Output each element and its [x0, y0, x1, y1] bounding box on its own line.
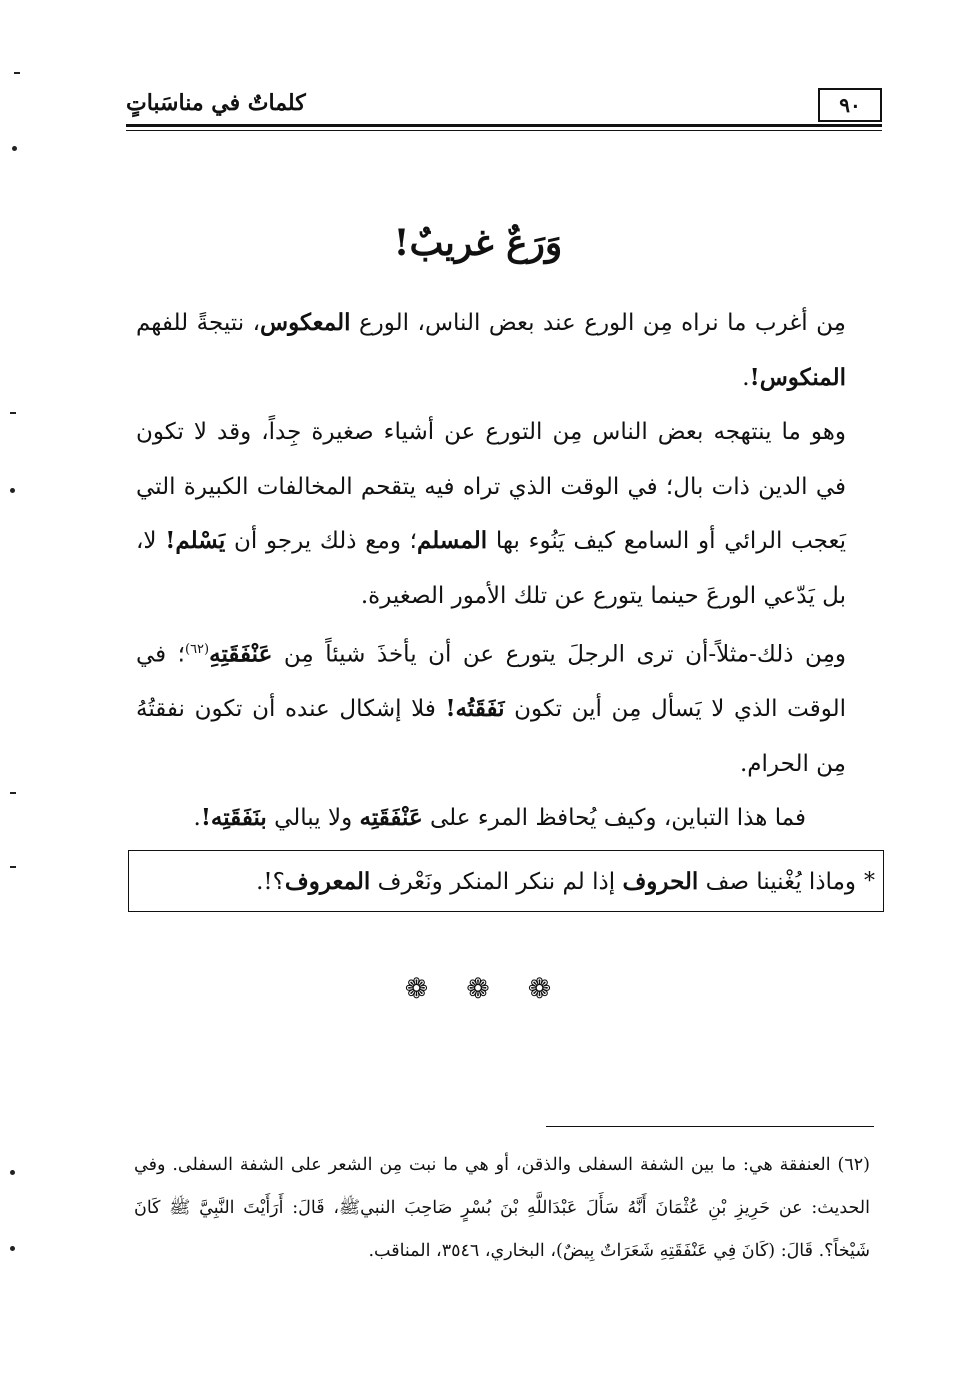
emphasis-text: الحروف [622, 867, 699, 895]
footnote: (٦٢) العنفقة هي: ما بين الشفة السفلى والذقن، أو هي ما نبت مِن الشعر على الشفة السفلى. وفي الحديث: عن حَرِيزِ بْنِ عُثْمَانَ أَنَّهُ سَأَلَ عَبْدَاللَّهِ بْنَ بُسْرٍ صَاحِبَ النبيﷺ، قَالَ: أَرَأَيْتَ النَّبِيَّ ﷺ كَانَ شَيْخاً؟. قَالَ: (كَانَ فِي عَنْفَقَتِهِ شَعَرَاتٌ بِيضٌ)، البخاري، ٣٥٤٦، المناقب. [134, 1155, 870, 1261]
text-run: ؛ ومع ذلك يرجو أن [225, 528, 417, 554]
emphasis-text: بنَفَقَتِه! [200, 804, 267, 832]
text-run: فما هذا التباين، وكيف يُحافظ المرء على [422, 805, 806, 832]
text-run: ولا يبالي [266, 805, 360, 832]
margin-mark [14, 72, 20, 74]
text-run: وماذا يُغْنينا صف [698, 868, 856, 895]
text-run: إذا لم ننكر المنكر ونَعْرف [370, 868, 623, 895]
emphasis-text: المسلم [417, 527, 488, 554]
emphasis-text: يَسْلم! [165, 527, 226, 554]
emphasis-text: نَفَقَتُه! [445, 695, 505, 723]
emphasis-text: المنكوس! [749, 363, 846, 391]
boxed-note [128, 850, 884, 912]
text-run: لا، بل يَدّعي الورعَ حينما يتورع عن تلك الأمور الصغيرة. [136, 528, 846, 609]
emphasis-text: المعكوس [260, 309, 351, 336]
margin-dot [10, 488, 15, 493]
header-rule [126, 124, 882, 127]
article-title: وَرَعٌ غريبٌ! [393, 222, 563, 264]
margin-dot [10, 1170, 15, 1175]
text-run: ؛ في الوقت الذي لا يَسأل مِن أين تكون [136, 641, 846, 723]
text-run: وهو ما ينتهجه بعض الناس مِن التورع عن أشياء صغيرة جِداً، وقد لا تكون في الدين ذات بال؛ في الوقت الذي تراه فيه يتقحم المخالفات الكبيرة التي يَعجب الرائي أو السامع كيف يَنُوء بها [136, 419, 847, 554]
flower-ornament-icon: ❁ [466, 972, 490, 1005]
margin-mark [10, 866, 16, 868]
emphasis-text: عَنْفَقَتِه [359, 804, 423, 832]
text-run: ، نتيجةً للفهم [136, 310, 261, 336]
text-run: ومِن ذلك-مثلاً-أن ترى الرجلَ يتورع عن أن يأخذَ شيئاً مِن [272, 641, 846, 668]
emphasis-text: عَنْفَقَتِهِ [209, 640, 273, 668]
margin-mark [10, 412, 16, 414]
paragraph [136, 296, 846, 405]
text-run: ؟!. [256, 868, 285, 895]
asterisk-mark: * [864, 868, 875, 894]
margin-dot [12, 146, 17, 151]
footnote-separator [546, 1126, 874, 1127]
margin-dot [10, 1246, 15, 1251]
section-ornaments [0, 972, 956, 1005]
emphasis-text: المعروف [284, 867, 371, 895]
paragraph [136, 405, 846, 623]
paragraph [136, 791, 846, 846]
text-run: . [742, 364, 750, 391]
text-run: مِن أغرب ما نراه مِن الورع عند بعض الناس، الورع [350, 310, 847, 336]
header-rule-thin [126, 130, 882, 131]
text-run: فلا إشكال عنده أن تكون نفقتُهُ مِن الحرام. [136, 696, 846, 777]
running-title: كلماتٌ في مناسَباتٍ [126, 90, 306, 116]
flower-ornament-icon: ❁ [527, 972, 552, 1005]
page-number: ٩٠ [818, 88, 882, 122]
margin-mark [10, 792, 16, 794]
paragraph [136, 623, 846, 791]
footnote-ref: (٦٢) [185, 642, 210, 657]
flower-ornament-icon: ❁ [404, 972, 429, 1005]
running-header [126, 82, 882, 124]
text-run: . [193, 805, 201, 832]
article-body [136, 296, 846, 846]
boxed-note-text [256, 868, 856, 895]
